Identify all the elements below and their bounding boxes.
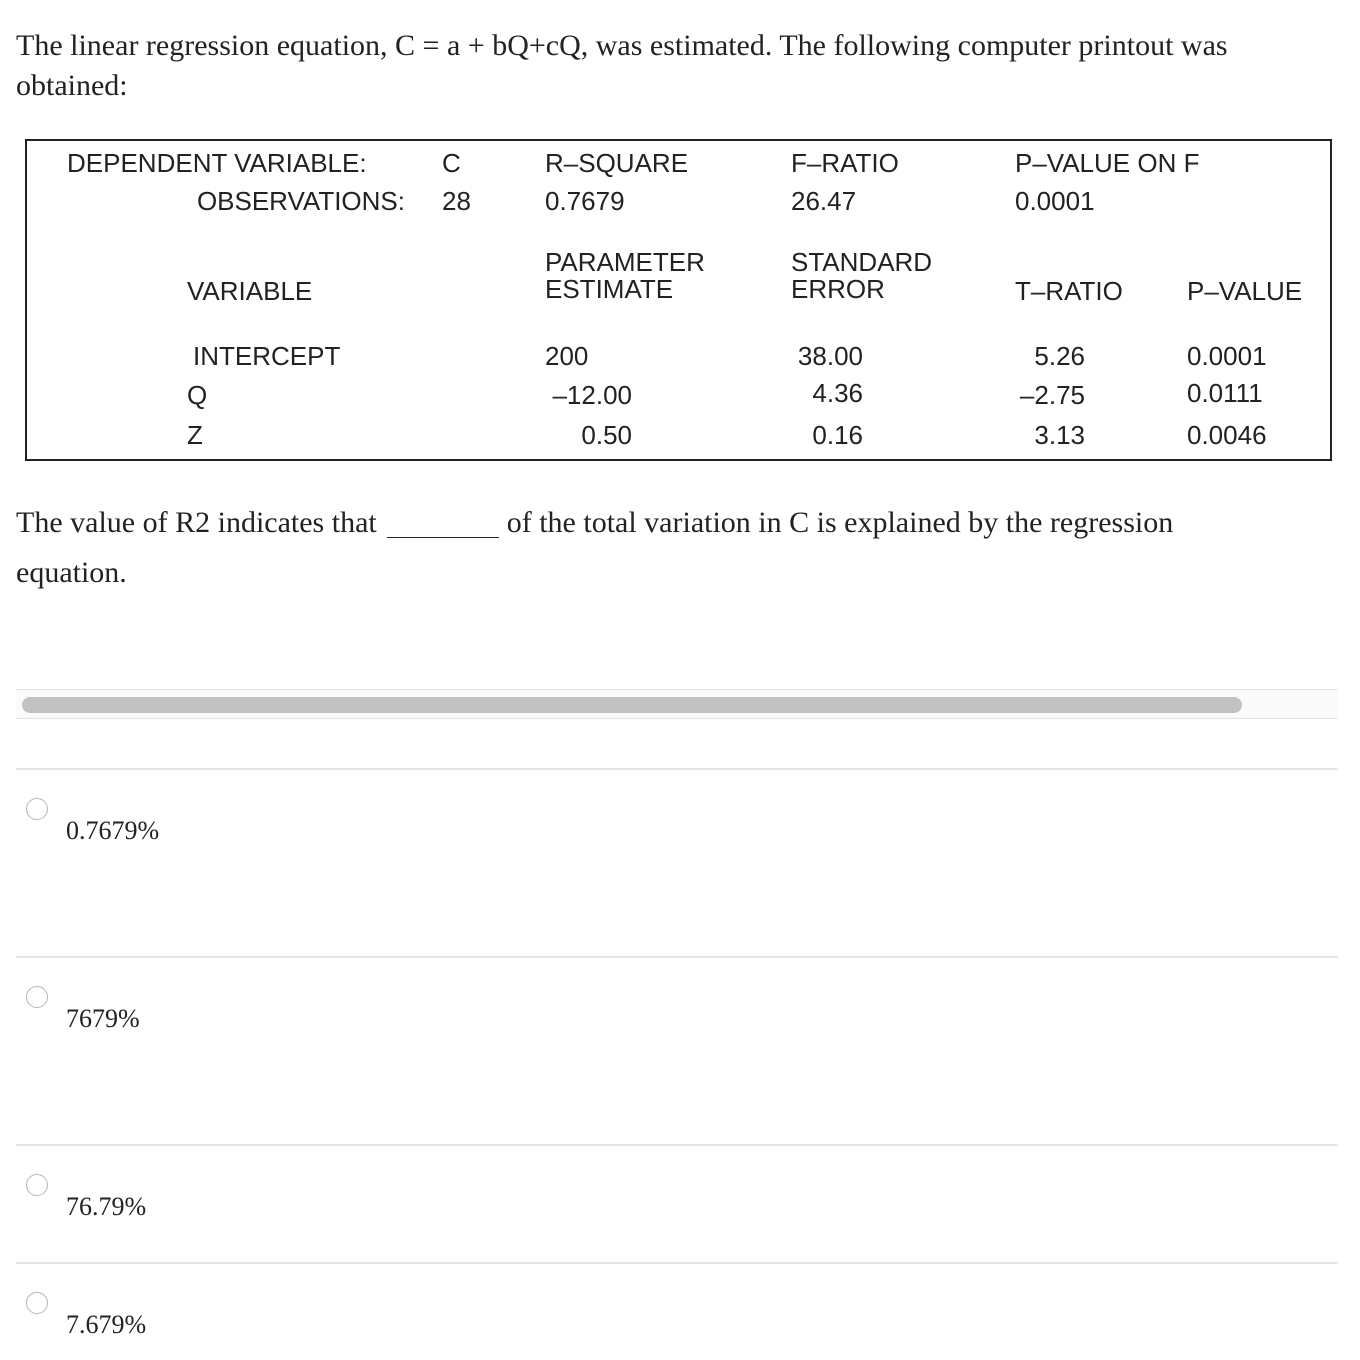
header-parameter-estimate	[545, 249, 705, 303]
fill-in-blank-statement	[16, 498, 1336, 598]
header-p-value: P–VALUE	[1187, 276, 1303, 306]
row-z-variable: Z	[187, 420, 203, 450]
f-ratio-value: 26.47	[791, 186, 857, 216]
header-std-error-line-1: STANDARD	[791, 247, 933, 277]
observations-label: OBSERVATIONS:	[196, 186, 405, 216]
question-intro-line-1: The linear regression equation, C = a + bQ+cQ, was estimated. The following computer printout was	[16, 29, 1228, 62]
f-ratio-label: F–RATIO	[791, 148, 899, 178]
p-value-on-f-label: P–VALUE ON F	[1015, 148, 1200, 178]
observations-value: 28	[442, 186, 471, 216]
r-square-label: R–SQUARE	[545, 148, 689, 178]
answer-option-label[interactable]: 7679%	[66, 1004, 140, 1033]
header-t-ratio: T–RATIO	[1015, 276, 1123, 306]
horizontal-scrollbar[interactable]	[16, 689, 1338, 719]
answer-option-label[interactable]: 76.79%	[66, 1192, 147, 1221]
dependent-variable-label: DEPENDENT VARIABLE:	[67, 148, 367, 178]
row-intercept-std-error: 38.00	[797, 341, 863, 371]
header-std-error-line-2: ERROR	[791, 274, 885, 304]
row-z-t-ratio: 3.13	[1034, 420, 1085, 450]
question-text	[16, 26, 1336, 106]
row-intercept-estimate: 200	[545, 341, 589, 371]
blank-before-text: The value of R2 indicates that	[16, 506, 377, 539]
row-z-estimate: 0.50	[581, 420, 632, 450]
header-parameter-line-1: PARAMETER	[545, 247, 705, 277]
row-z-std-error: 0.16	[812, 420, 863, 450]
radio-button[interactable]	[26, 798, 48, 820]
row-intercept-t-ratio: 5.26	[1034, 341, 1085, 371]
question-intro-line-2: obtained:	[16, 69, 128, 102]
answer-option-4[interactable]	[16, 1264, 1338, 1360]
row-intercept-p-value: 0.0001	[1187, 341, 1267, 371]
radio-button[interactable]	[26, 1292, 48, 1314]
row-z-p-value: 0.0046	[1187, 420, 1267, 450]
scrollbar-thumb[interactable]	[22, 697, 1242, 713]
row-q-std-error: 4.36	[812, 378, 863, 408]
row-intercept-variable: INTERCEPT	[193, 341, 341, 371]
row-q-estimate: –12.00	[552, 380, 632, 410]
answer-blank	[387, 536, 499, 538]
answer-option-label[interactable]: 7.679%	[66, 1310, 147, 1339]
header-variable: VARIABLE	[187, 276, 313, 306]
dependent-variable-value: C	[442, 148, 461, 178]
header-parameter-line-2: ESTIMATE	[545, 274, 674, 304]
blank-line-2-text: equation.	[16, 556, 127, 589]
radio-button[interactable]	[26, 986, 48, 1008]
row-q-t-ratio: –2.75	[1019, 380, 1085, 410]
answer-option-1[interactable]	[16, 770, 1338, 956]
answer-option-2[interactable]	[16, 958, 1338, 1144]
p-value-on-f-value: 0.0001	[1015, 186, 1095, 216]
regression-printout	[25, 139, 1332, 461]
r-square-value: 0.7679	[545, 186, 625, 216]
radio-button[interactable]	[26, 1174, 48, 1196]
row-q-p-value: 0.0111	[1187, 378, 1263, 408]
blank-after-text: of the total variation in C is explained by the regression	[506, 506, 1174, 539]
answer-option-3[interactable]	[16, 1146, 1338, 1262]
row-q-variable: Q	[187, 380, 208, 410]
answer-option-label[interactable]: 0.7679%	[66, 816, 160, 845]
header-standard-error	[791, 249, 932, 303]
